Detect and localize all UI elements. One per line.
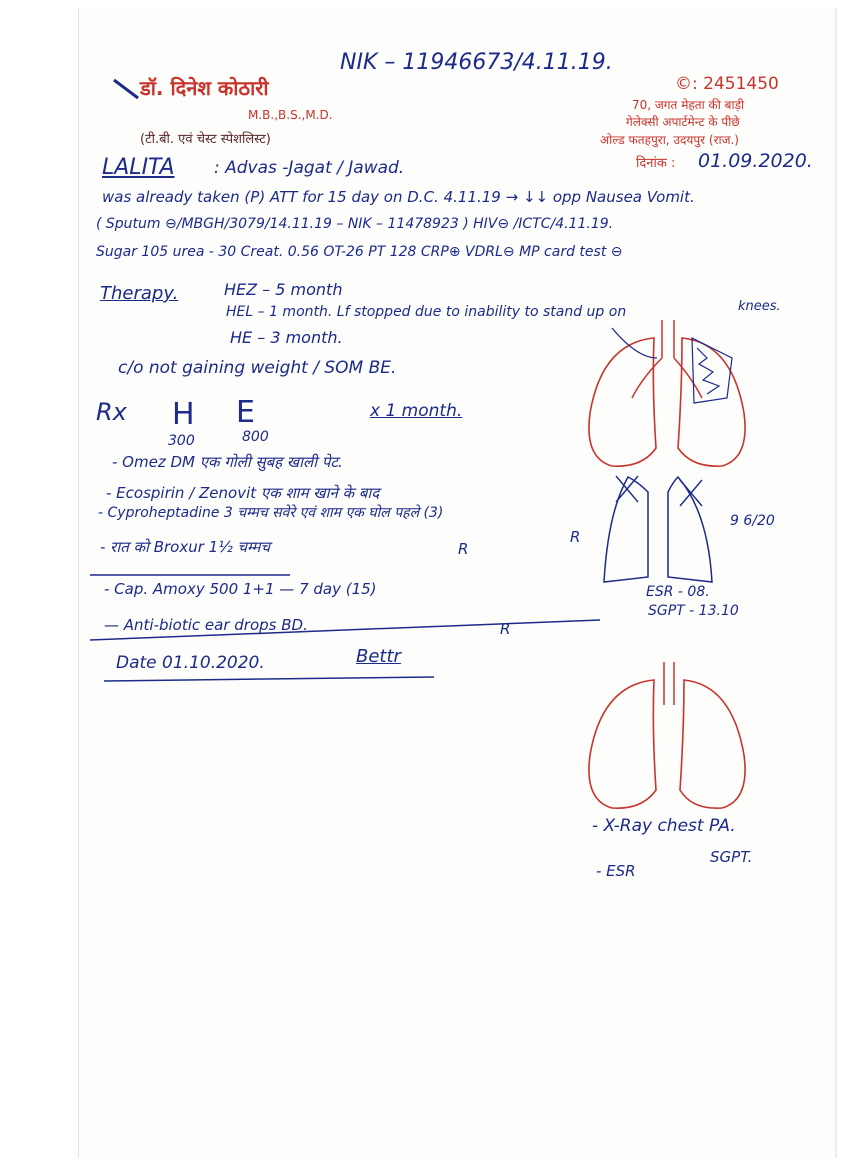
lung-diagram-upper — [582, 318, 752, 478]
therapy-line: HEL – 1 month. Lf stopped due to inability to stand up on — [226, 304, 627, 320]
history-line: Sugar 105 urea - 30 Creat. 0.56 OT-26 PT 128 CRP⊕ VDRL⊖ MP card test ⊖ — [96, 244, 623, 260]
patient-name: LALITA — [102, 155, 175, 180]
rx-item: — Anti-biotic ear drops BD. — [104, 616, 308, 634]
rx-duration: x 1 month. — [370, 401, 463, 421]
address-line-1: 70, जगत मेहता की बाड़ी — [632, 98, 745, 112]
rx-item: - Omez DM एक गोली सुबह खाली पेट. — [112, 453, 343, 471]
therapy-label: Therapy. — [100, 283, 179, 304]
visit-date: 01.09.2020. — [698, 150, 813, 172]
nik-reference: NIK – 11946673/4.11.19. — [340, 50, 613, 75]
doctor-specialty: (टी.बी. एवं चेस्ट स्पेशलिस्ट) — [140, 132, 271, 147]
rx-item: - Ecospirin / Zenovit एक शाम खाने के बाद — [106, 484, 380, 502]
rx-drug: E — [236, 395, 255, 430]
rx-symbol: Rx — [96, 398, 127, 426]
rx-dose: 800 — [242, 429, 269, 445]
rx-item: - रात को Broxur 1½ चम्मच — [100, 538, 271, 556]
history-line: was already taken (P) ATT for 15 day on D.C. 4.11.19 → ↓↓ opp Nausea Vomit. — [102, 188, 695, 206]
rx-underlines — [90, 565, 610, 625]
order-item: - ESR — [596, 862, 636, 880]
rx-item: - Cyproheptadine 3 चम्मच सवेरे एवं शाम एक घोल पहले (3) — [98, 505, 444, 521]
sgpt-result: SGPT - 13.10 — [648, 603, 739, 619]
pen-stroke-mark — [112, 78, 142, 100]
check-mark: R — [570, 528, 581, 546]
check-mark: R — [500, 620, 511, 638]
doctor-qualification: M.B.,B.S.,M.D. — [248, 108, 333, 122]
order-item: SGPT. — [710, 848, 753, 866]
check-mark: R — [458, 540, 469, 558]
order-item: - X-Ray chest PA. — [592, 816, 736, 836]
address-line-2: गेलेक्सी अपार्टमेन्ट के पीछे — [626, 115, 740, 129]
lung-diagram-middle — [598, 472, 718, 592]
patient-details: : Advas -Jagat / Jawad. — [214, 158, 405, 178]
address-line-3: ओल्ड फतहपुरा, उदयपुर (राज.) — [600, 133, 739, 147]
therapy-line: HE – 3 month. — [230, 328, 343, 347]
doctor-name: डॉ. दिनेश कोठारी — [140, 76, 269, 100]
date-underline — [104, 675, 444, 685]
rx-dose: 300 — [168, 433, 195, 449]
therapy-line: HEZ – 5 month — [224, 280, 343, 299]
hb-note: 9 6/20 — [730, 513, 775, 529]
rx-drug: H — [172, 397, 195, 432]
lung-diagram-lower — [582, 660, 752, 820]
history-line: ( Sputum ⊖/MBGH/3079/14.11.19 – NIK – 11478923 ) HIV⊖ /ICTC/4.11.19. — [96, 216, 614, 232]
date-label: दिनांक : — [636, 156, 676, 171]
doctor-signature: Bettr — [356, 646, 401, 667]
complaint: c/o not gaining weight / SOM BE. — [118, 358, 397, 378]
therapy-continuation: knees. — [738, 299, 781, 314]
rx-item: - Cap. Amoxy 500 1+1 — 7 day (15) — [104, 580, 377, 598]
followup-date: Date 01.10.2020. — [116, 653, 265, 673]
clinic-phone: ©: 2451450 — [675, 74, 779, 94]
esr-result: ESR - 08. — [646, 584, 710, 600]
